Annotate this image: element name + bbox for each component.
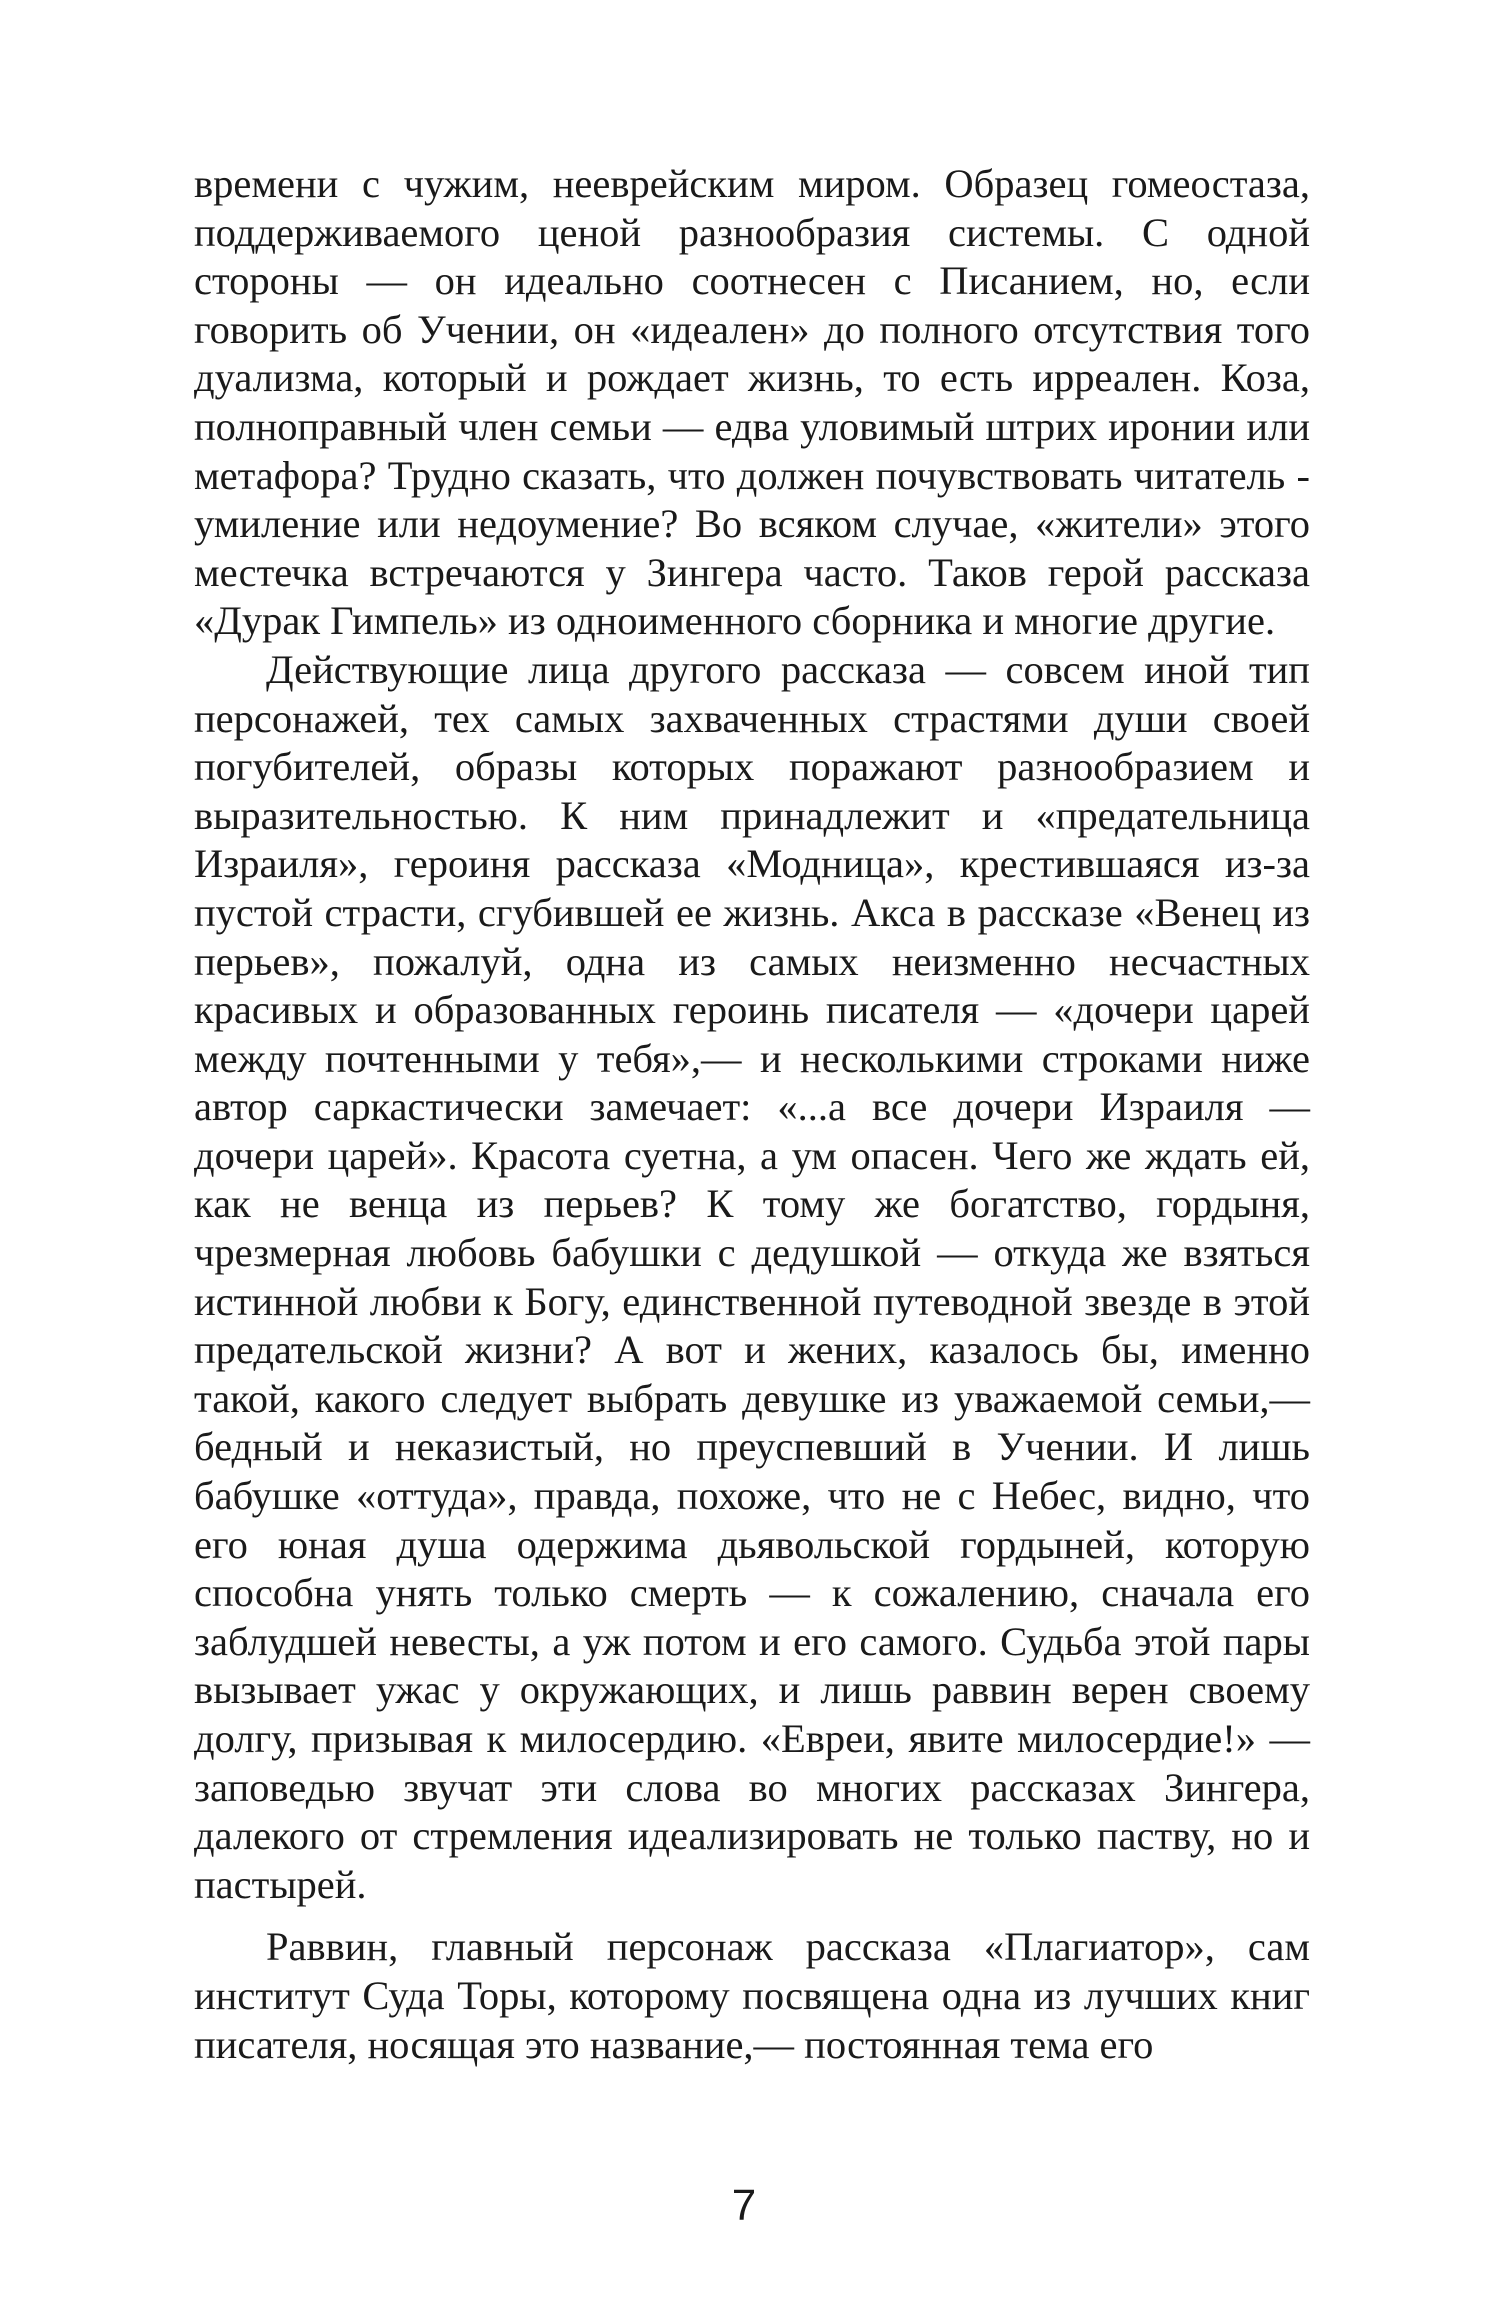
paragraph-3: Раввин, главный персонаж рассказа «Плагиатор», сам институт Суда Торы, которому посвящена одна из лучших книг писателя, носящая это название,— постоянная тема его: [194, 1924, 1310, 2067]
paragraph-1: времени с чужим, нееврейским миром. Образец гомеостаза, поддерживаемого ценой разнообразия системы. С одной стороны — он идеально соотнесен с Писанием, но, если говорить об Учении, он «идеален» до полного отсутствия того дуализма, который и рождает жизнь, то есть ирреален. Коза, полноправный член семьи — едва уловимый штрих иронии или метафора? Трудно сказать, что должен почувствовать читатель - умиление или недоумение? Во всяком случае, «жители» этого местечка встречаются у Зингера часто. Таков герой рассказа «Дурак Гимпель» из одноименного сборника и многие другие.: [194, 161, 1310, 644]
page-text-body: [194, 160, 1310, 2069]
paragraph-2: Действующие лица другого рассказа — совсем иной тип персонажей, тех самых захваченных страстями души своей погубителей, образы которых поражают разнообразием и выразительностью. К ним принадлежит и «предательница Израиля», героиня рассказа «Модница», крестившаяся из-за пустой страсти, сгубившей ее жизнь. Акса в рассказе «Венец из перьев», пожалуй, одна из самых неизменно несчастных красивых и образованных героинь писателя — «дочери царей между почтенными у тебя»,— и несколькими строками ниже автор саркастически замечает: «...а все дочери Израиля — дочери царей». Красота суетна, а ум опасен. Чего же ждать ей, как не венца из перьев? К тому же богатство, гордыня, чрезмерная любовь бабушки с дедушкой — откуда же взяться истинной любви к Богу, единственной путеводной звезде в этой предательской жизни? А вот и жених, казалось бы, именно такой, какого следует выбрать девушке из уважаемой семьи,— бедный и неказистый, но преуспевший в Учении. И лишь бабушке «оттуда», правда, похоже, что не с Небес, видно, что его юная душа одержима дьявольской гордыней, которую способна унять только смерть — к сожалению, сначала его заблудшей невесты, а уж потом и его самого. Судьба этой пары вызывает ужас у окружающих, и лишь раввин верен своему долгу, призывая к милосердию. «Евреи, явите милосердие!» — заповедью звучат эти слова во многих рассказах Зингера, далекого от стремления идеализировать не только паству, но и пастырей.: [194, 646, 1310, 1907]
page-number: 7: [731, 2181, 757, 2230]
